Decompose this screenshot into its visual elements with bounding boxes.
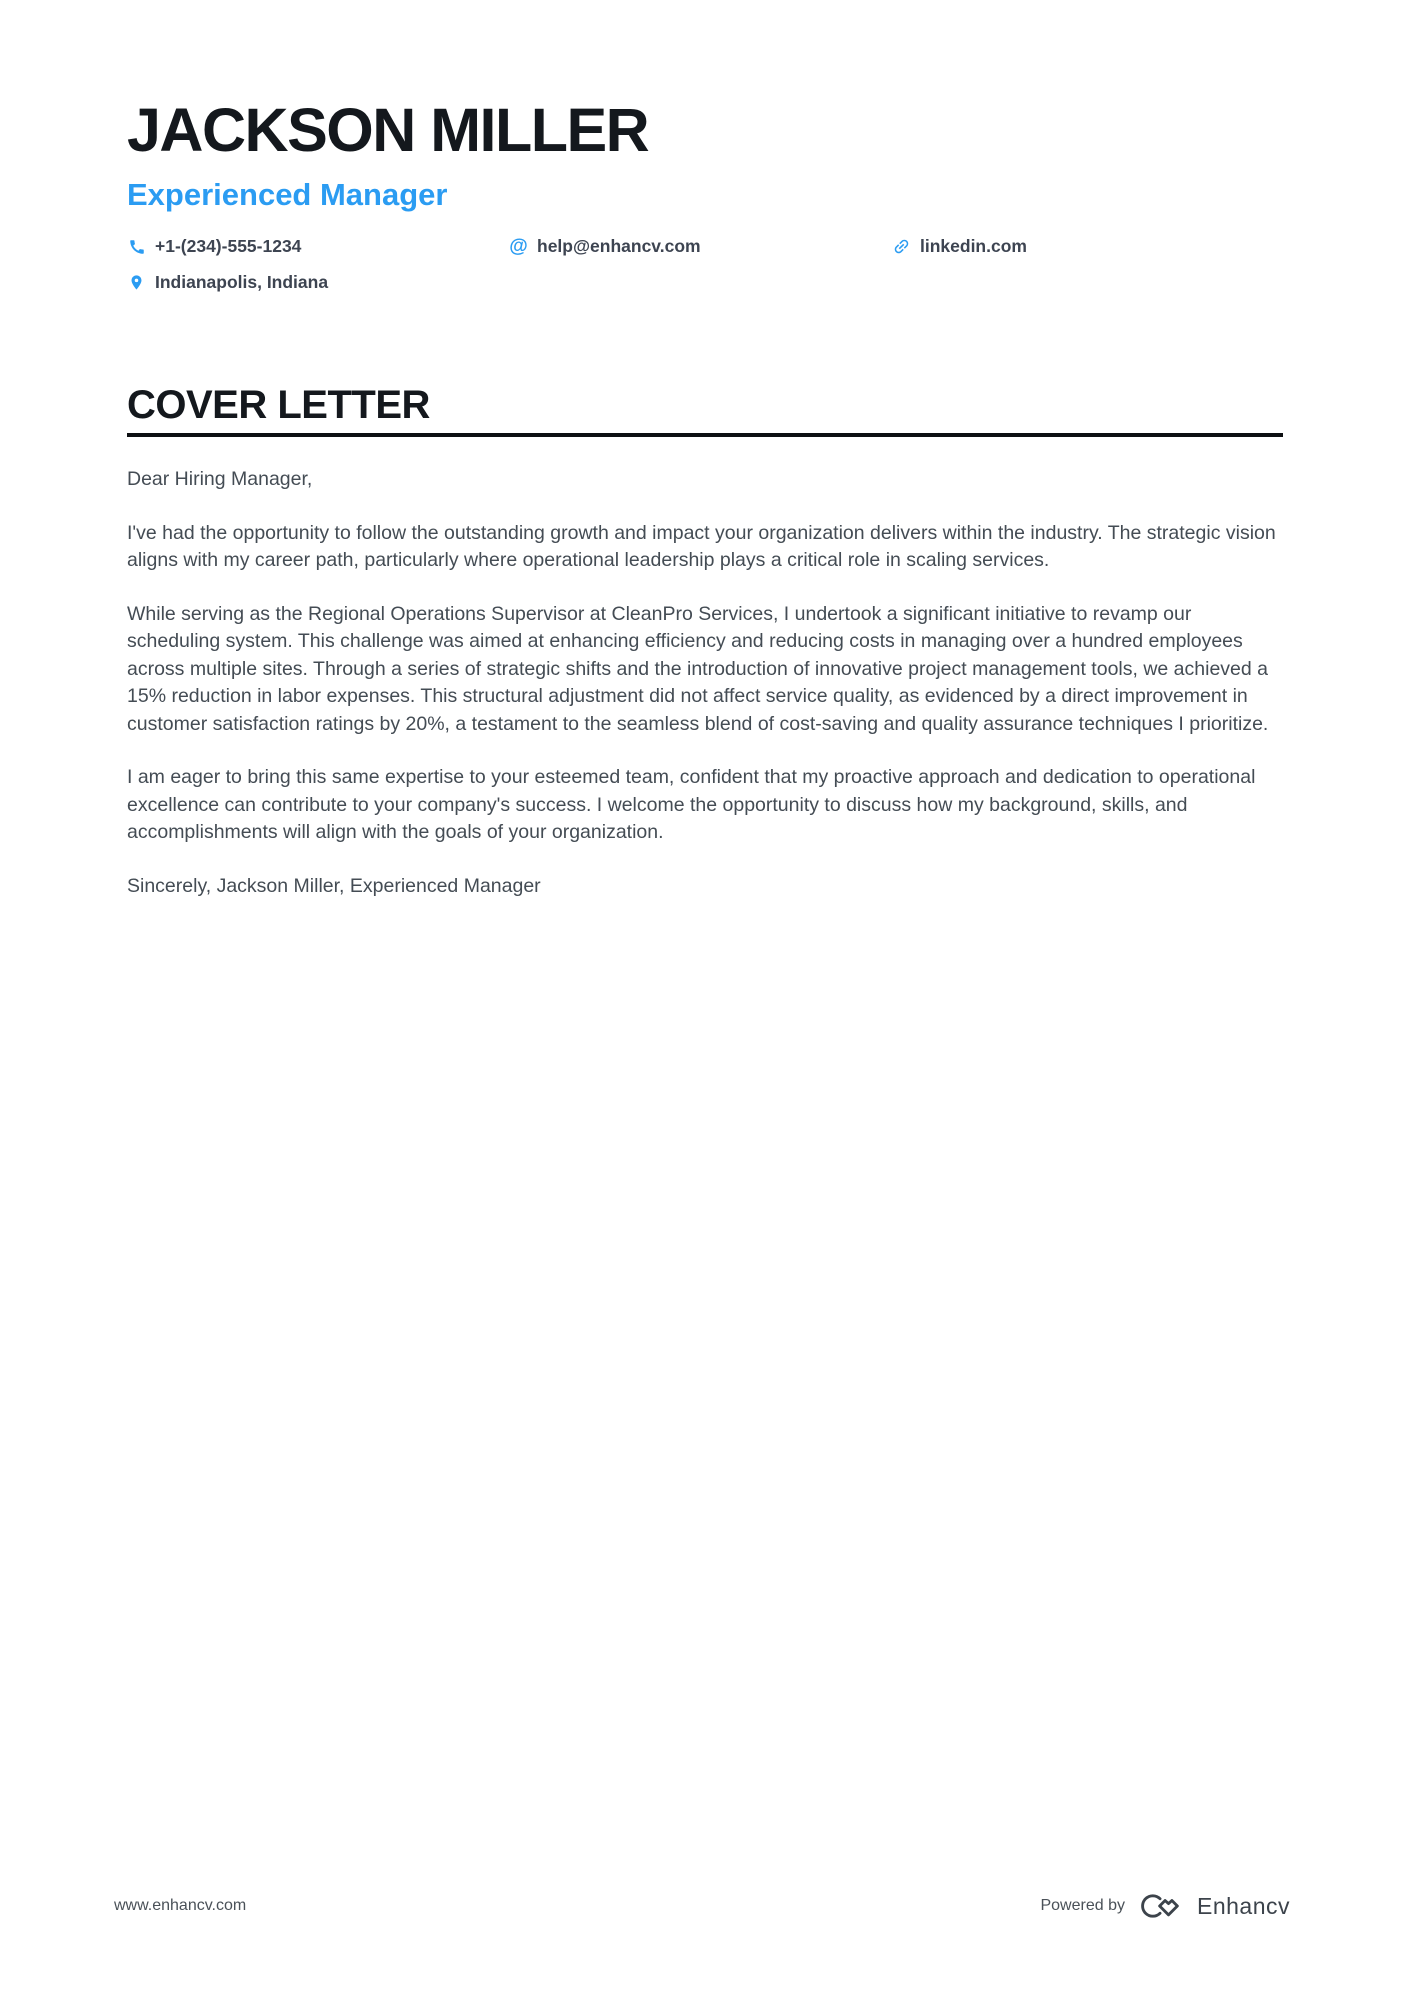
section-title: COVER LETTER (127, 382, 1283, 437)
page-content (127, 0, 1283, 900)
brand-name: Enhancv (1196, 1892, 1290, 1919)
contact-info (127, 236, 1283, 308)
email-contact[interactable] (509, 236, 701, 257)
phone-contact[interactable] (127, 236, 301, 257)
enhancv-logo-icon (1138, 1891, 1184, 1921)
salutation: Dear Hiring Manager, (127, 468, 313, 490)
candidate-title: Experienced Manager (127, 177, 448, 212)
letter-body (127, 466, 1283, 900)
closing: Sincerely, Jackson Miller, Experienced Manager (127, 874, 541, 897)
paragraph: While serving as the Regional Operations Supervisor at CleanPro Services, I undertook a significant initiative to revamp our scheduling system. This challenge was aimed at enhancing efficiency and reducing costs in managing over a hundred employees across multiple sites. Through a series of strategic shifts and the introduction of innovative project management tools, we achieved a 15% reduction in labor expenses. This structural adjustment did not affect service quality, as evidenced by a direct improvement in customer satisfaction ratings by 20%, a testament to the seamless blend of cost-saving and quality assurance techniques I prioritize. (127, 602, 1269, 735)
paragraph: I am eager to bring this same expertise to your esteemed team, confident that my proactive approach and dedication to operational excellence can contribute to your company's success. I welcome the opportunity to discuss how my background, skills, and accomplishments will align with the goals of your organization. (127, 766, 1256, 843)
location-text: Indianapolis, Indiana (155, 272, 329, 292)
cover-letter-section (127, 382, 1283, 900)
phone-icon (127, 237, 146, 256)
email-address: help@enhancv.com (537, 236, 701, 256)
link-icon (892, 237, 911, 256)
phone-number: +1-(234)-555-1234 (155, 236, 302, 256)
powered-by-block[interactable] (1040, 1891, 1290, 1921)
candidate-name: JACKSON MILLER (127, 96, 649, 164)
at-icon: @ (509, 236, 528, 257)
paragraph: I've had the opportunity to follow the outstanding growth and impact your organization delivers within the industry. The strategic vision aligns with my career path, particularly where operational leadership plays a critical role in scaling services. (127, 521, 1276, 571)
powered-by-label: Powered by (1040, 1897, 1125, 1914)
footer (114, 1891, 1290, 1921)
website-link[interactable]: www.enhancv.com (114, 1897, 247, 1914)
header (127, 0, 1283, 308)
location-pin-icon (127, 273, 146, 292)
linkedin-contact[interactable] (892, 236, 1027, 257)
linkedin-url: linkedin.com (920, 236, 1027, 256)
location-contact (127, 272, 328, 293)
